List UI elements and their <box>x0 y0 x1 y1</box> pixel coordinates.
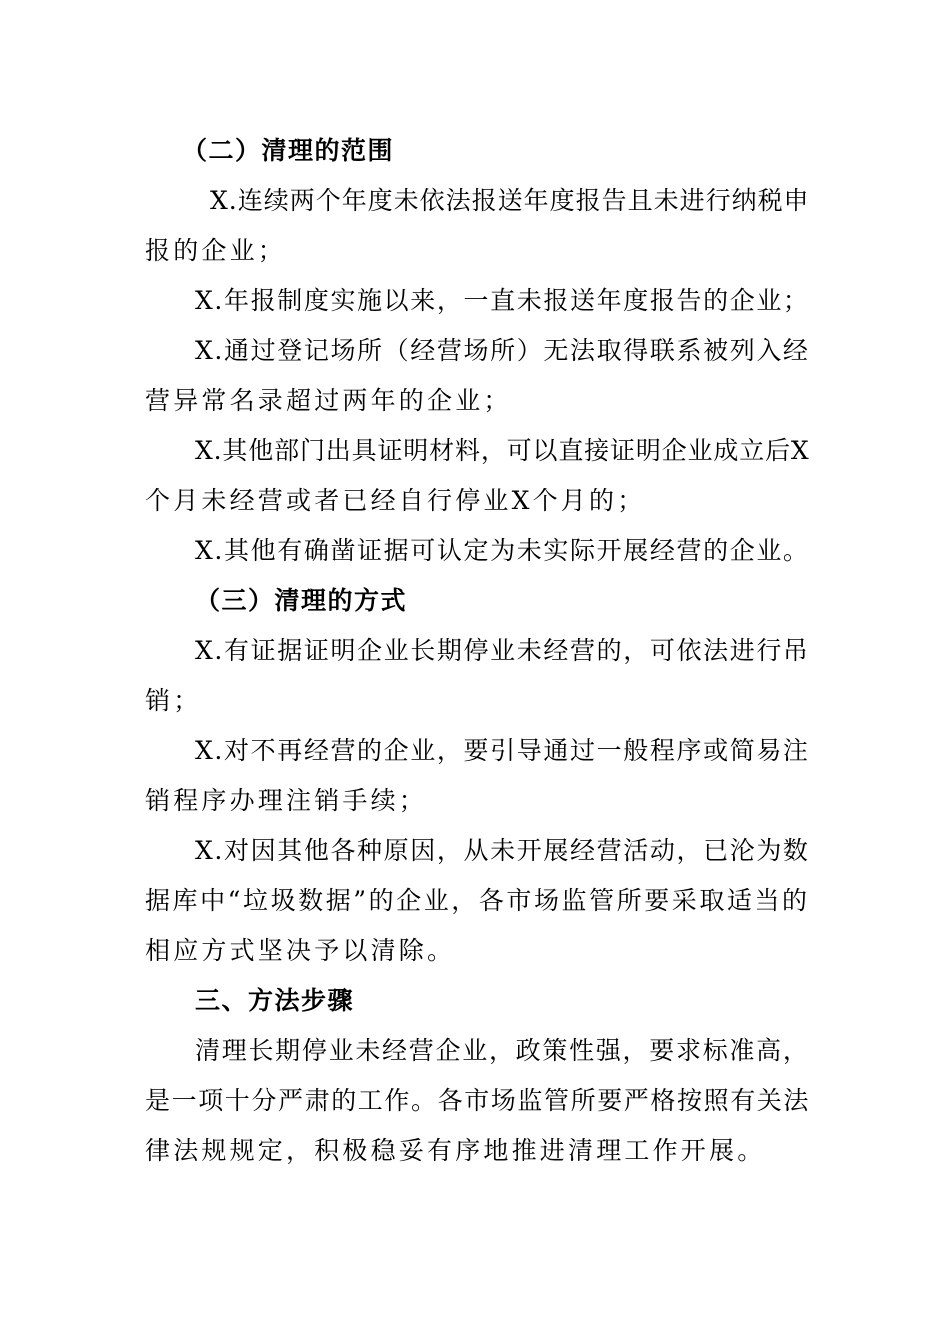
steps-paragraph-line-2: 是一项十分严肃的工作。各市场监管所要严格按照有关法 <box>145 1086 811 1115</box>
method-item-3-line-1: X.对因其他各种原因，从未开展经营活动，已沦为数 <box>195 836 810 865</box>
method-item-2-line-2: 销程序办理注销手续； <box>145 786 428 815</box>
scope-item-4-line-2: 个月未经营或者已经自行停业X个月的； <box>145 486 646 515</box>
scope-item-1-line-1: X.连续两个年度未依法报送年度报告且未进行纳税申 <box>210 186 810 215</box>
scope-item-3-line-2: 营异常名录超过两年的企业； <box>145 386 512 415</box>
method-item-2-line-1: X.对不再经营的企业，要引导通过一般程序或简易注 <box>195 736 810 765</box>
section-heading-scope: （二）清理的范围 <box>182 136 395 165</box>
steps-paragraph-line-1: 清理长期停业未经营企业，政策性强，要求标准高， <box>195 1036 810 1065</box>
section-heading-method: （三）清理的方式 <box>195 586 408 615</box>
method-item-3-line-3: 相应方式坚决予以清除。 <box>145 936 456 965</box>
scope-item-3-line-1: X.通过登记场所（经营场所）无法取得联系被列入经 <box>195 336 810 365</box>
scope-item-5-line-1: X.其他有确凿证据可认定为未实际开展经营的企业。 <box>195 536 810 565</box>
method-item-1-line-1: X.有证据证明企业长期停业未经营的，可依法进行吊 <box>195 636 810 665</box>
part-heading-steps: 三、方法步骤 <box>195 986 355 1015</box>
steps-paragraph-line-3: 律法规规定，积极稳妥有序地推进清理工作开展。 <box>145 1136 766 1165</box>
scope-item-1-line-2: 报的企业； <box>145 236 287 265</box>
scope-item-2-line-1: X.年报制度实施以来，一直未报送年度报告的企业； <box>195 286 810 315</box>
method-item-3-line-2: 据库中“垃圾数据”的企业，各市场监管所要采取适当的 <box>145 886 810 915</box>
scope-item-4-line-1: X.其他部门出具证明材料，可以直接证明企业成立后X <box>195 436 810 465</box>
method-item-1-line-2: 销； <box>145 686 202 715</box>
